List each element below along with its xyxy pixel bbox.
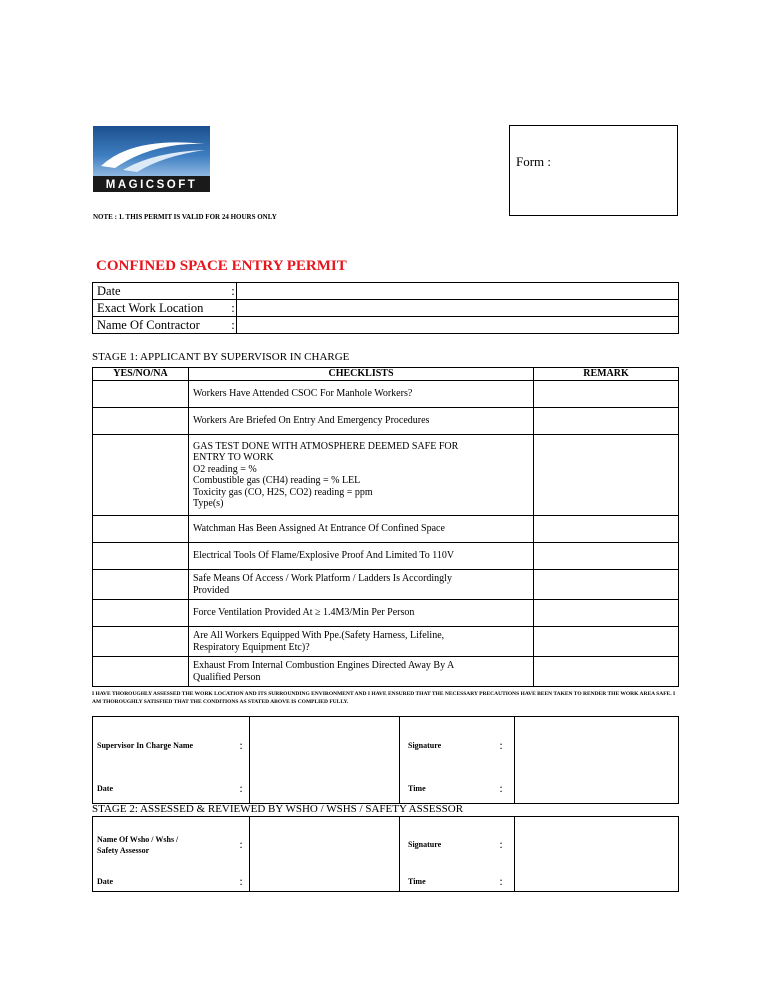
supervisor-date-field[interactable] bbox=[250, 775, 400, 804]
checklist-row bbox=[93, 657, 679, 687]
yesno-cell[interactable] bbox=[93, 435, 189, 516]
checklist-row bbox=[93, 381, 679, 408]
checklist-header bbox=[93, 368, 679, 381]
colon: : bbox=[488, 717, 515, 775]
assessor-name-field[interactable] bbox=[250, 817, 400, 873]
info-colon: : bbox=[231, 284, 235, 298]
yesno-cell[interactable] bbox=[93, 570, 189, 600]
colon: : bbox=[233, 873, 250, 892]
checklist-table bbox=[92, 367, 679, 687]
info-row-contractor bbox=[93, 317, 679, 334]
yesno-cell[interactable] bbox=[93, 657, 189, 687]
work-location-field[interactable] bbox=[237, 300, 679, 317]
magicsoft-logo bbox=[93, 126, 210, 192]
colon: : bbox=[488, 775, 515, 804]
yesno-cell[interactable] bbox=[93, 516, 189, 543]
time-label: Time bbox=[408, 784, 426, 794]
remark-cell[interactable] bbox=[534, 570, 679, 600]
declaration-text: I HAVE THOROUGHLY ASSESSED THE WORK LOCATION AND ITS SURROUNDING ENVIRONMENT AND I HAVE ENSURED THAT THE NECESSARY PRECAUTIONS HAVE BEEN TAKEN TO RENDER THE WORK AREA SAFE. I AM THOROUGHLY SATISFIED THAT THE CONDITIONS AS STATED ABOVE IS COMPLIED FULLY. bbox=[92, 691, 676, 705]
page-title: CONFINED SPACE ENTRY PERMIT bbox=[96, 258, 347, 274]
signature-field[interactable] bbox=[515, 717, 679, 775]
info-colon: : bbox=[231, 301, 235, 315]
stage1-signoff-table bbox=[92, 716, 679, 804]
checklist-row bbox=[93, 408, 679, 435]
remark-cell[interactable] bbox=[534, 516, 679, 543]
info-row-location bbox=[93, 300, 679, 317]
checklist-item: Electrical Tools Of Flame/Explosive Proof And Limited To 110V bbox=[189, 543, 534, 570]
remark-cell[interactable] bbox=[534, 381, 679, 408]
colon: : bbox=[233, 717, 250, 775]
checklist-row bbox=[93, 570, 679, 600]
logo-text: MAGICSOFT bbox=[105, 179, 198, 191]
info-label: Exact Work Location bbox=[93, 300, 231, 317]
checklist-item: Workers Are Briefed On Entry And Emergency Procedures bbox=[189, 408, 534, 435]
contractor-field[interactable] bbox=[237, 317, 679, 334]
supervisor-name-label: Supervisor In Charge Name bbox=[97, 741, 194, 751]
info-label: Date bbox=[93, 283, 231, 300]
yesno-cell[interactable] bbox=[93, 408, 189, 435]
colon: : bbox=[233, 817, 250, 873]
checklist-row bbox=[93, 600, 679, 627]
yesno-cell[interactable] bbox=[93, 600, 189, 627]
remark-cell[interactable] bbox=[534, 657, 679, 687]
col-header-checklists: CHECKLISTS bbox=[189, 368, 534, 381]
date-field[interactable] bbox=[237, 283, 679, 300]
stage2-heading: STAGE 2: ASSESSED & REVIEWED BY WSHO / WSHS / SAFETY ASSESSOR bbox=[92, 803, 464, 815]
info-label: Name Of Contractor bbox=[93, 317, 231, 334]
remark-cell[interactable] bbox=[534, 627, 679, 657]
checklist-item: Force Ventilation Provided At ≥ 1.4M3/Min Per Person bbox=[189, 600, 534, 627]
signature-label: Signature bbox=[408, 840, 442, 850]
supervisor-time-field[interactable] bbox=[515, 775, 679, 804]
remark-cell[interactable] bbox=[534, 435, 679, 516]
checklist-row bbox=[93, 435, 679, 516]
stage2-signoff-table bbox=[92, 816, 679, 892]
checklist-row bbox=[93, 516, 679, 543]
remark-cell[interactable] bbox=[534, 408, 679, 435]
validity-note: NOTE : 1. THIS PERMIT IS VALID FOR 24 HOURS ONLY bbox=[93, 213, 277, 221]
stage1-heading: STAGE 1: APPLICANT BY SUPERVISOR IN CHARGE bbox=[92, 351, 350, 363]
checklist-item: Workers Have Attended CSOC For Manhole Workers? bbox=[189, 381, 534, 408]
colon: : bbox=[488, 817, 515, 873]
checklist-row bbox=[93, 543, 679, 570]
permit-info-table bbox=[92, 282, 679, 334]
date-label: Date bbox=[97, 877, 113, 887]
info-row-date bbox=[93, 283, 679, 300]
supervisor-name-field[interactable] bbox=[250, 717, 400, 775]
col-header-remark: REMARK bbox=[534, 368, 679, 381]
yesno-cell[interactable] bbox=[93, 381, 189, 408]
checklist-item: GAS TEST DONE WITH ATMOSPHERE DEEMED SAFE FOR ENTRY TO WORK O2 reading = % Combustible gas (CH4) reading = % LEL Toxicity gas (CO, H2S, CO2) reading = ppm Type(s) bbox=[189, 435, 534, 516]
info-colon: : bbox=[231, 318, 235, 332]
colon: : bbox=[233, 775, 250, 804]
checklist-row bbox=[93, 627, 679, 657]
assessor-time-field[interactable] bbox=[515, 873, 679, 892]
colon: : bbox=[488, 873, 515, 892]
assessor-name-label: Name Of Wsho / Wshs / Safety Assessor bbox=[97, 834, 179, 855]
time-label: Time bbox=[408, 877, 426, 887]
checklist-item: Are All Workers Equipped With Ppe.(Safety Harness, Lifeline, Respiratory Equipment Etc)? bbox=[189, 627, 534, 657]
checklist-item: Safe Means Of Access / Work Platform / Ladders Is Accordingly Provided bbox=[189, 570, 534, 600]
yesno-cell[interactable] bbox=[93, 543, 189, 570]
form-label: Form : bbox=[516, 154, 552, 169]
date-label: Date bbox=[97, 784, 113, 794]
signature-label: Signature bbox=[408, 741, 442, 751]
form-number-box bbox=[509, 125, 678, 216]
yesno-cell[interactable] bbox=[93, 627, 189, 657]
col-header-yesno: YES/NO/NA bbox=[93, 368, 189, 381]
assessor-date-field[interactable] bbox=[250, 873, 400, 892]
checklist-item: Watchman Has Been Assigned At Entrance Of Confined Space bbox=[189, 516, 534, 543]
remark-cell[interactable] bbox=[534, 543, 679, 570]
assessor-signature-field[interactable] bbox=[515, 817, 679, 873]
checklist-item: Exhaust From Internal Combustion Engines Directed Away By A Qualified Person bbox=[189, 657, 534, 687]
remark-cell[interactable] bbox=[534, 600, 679, 627]
